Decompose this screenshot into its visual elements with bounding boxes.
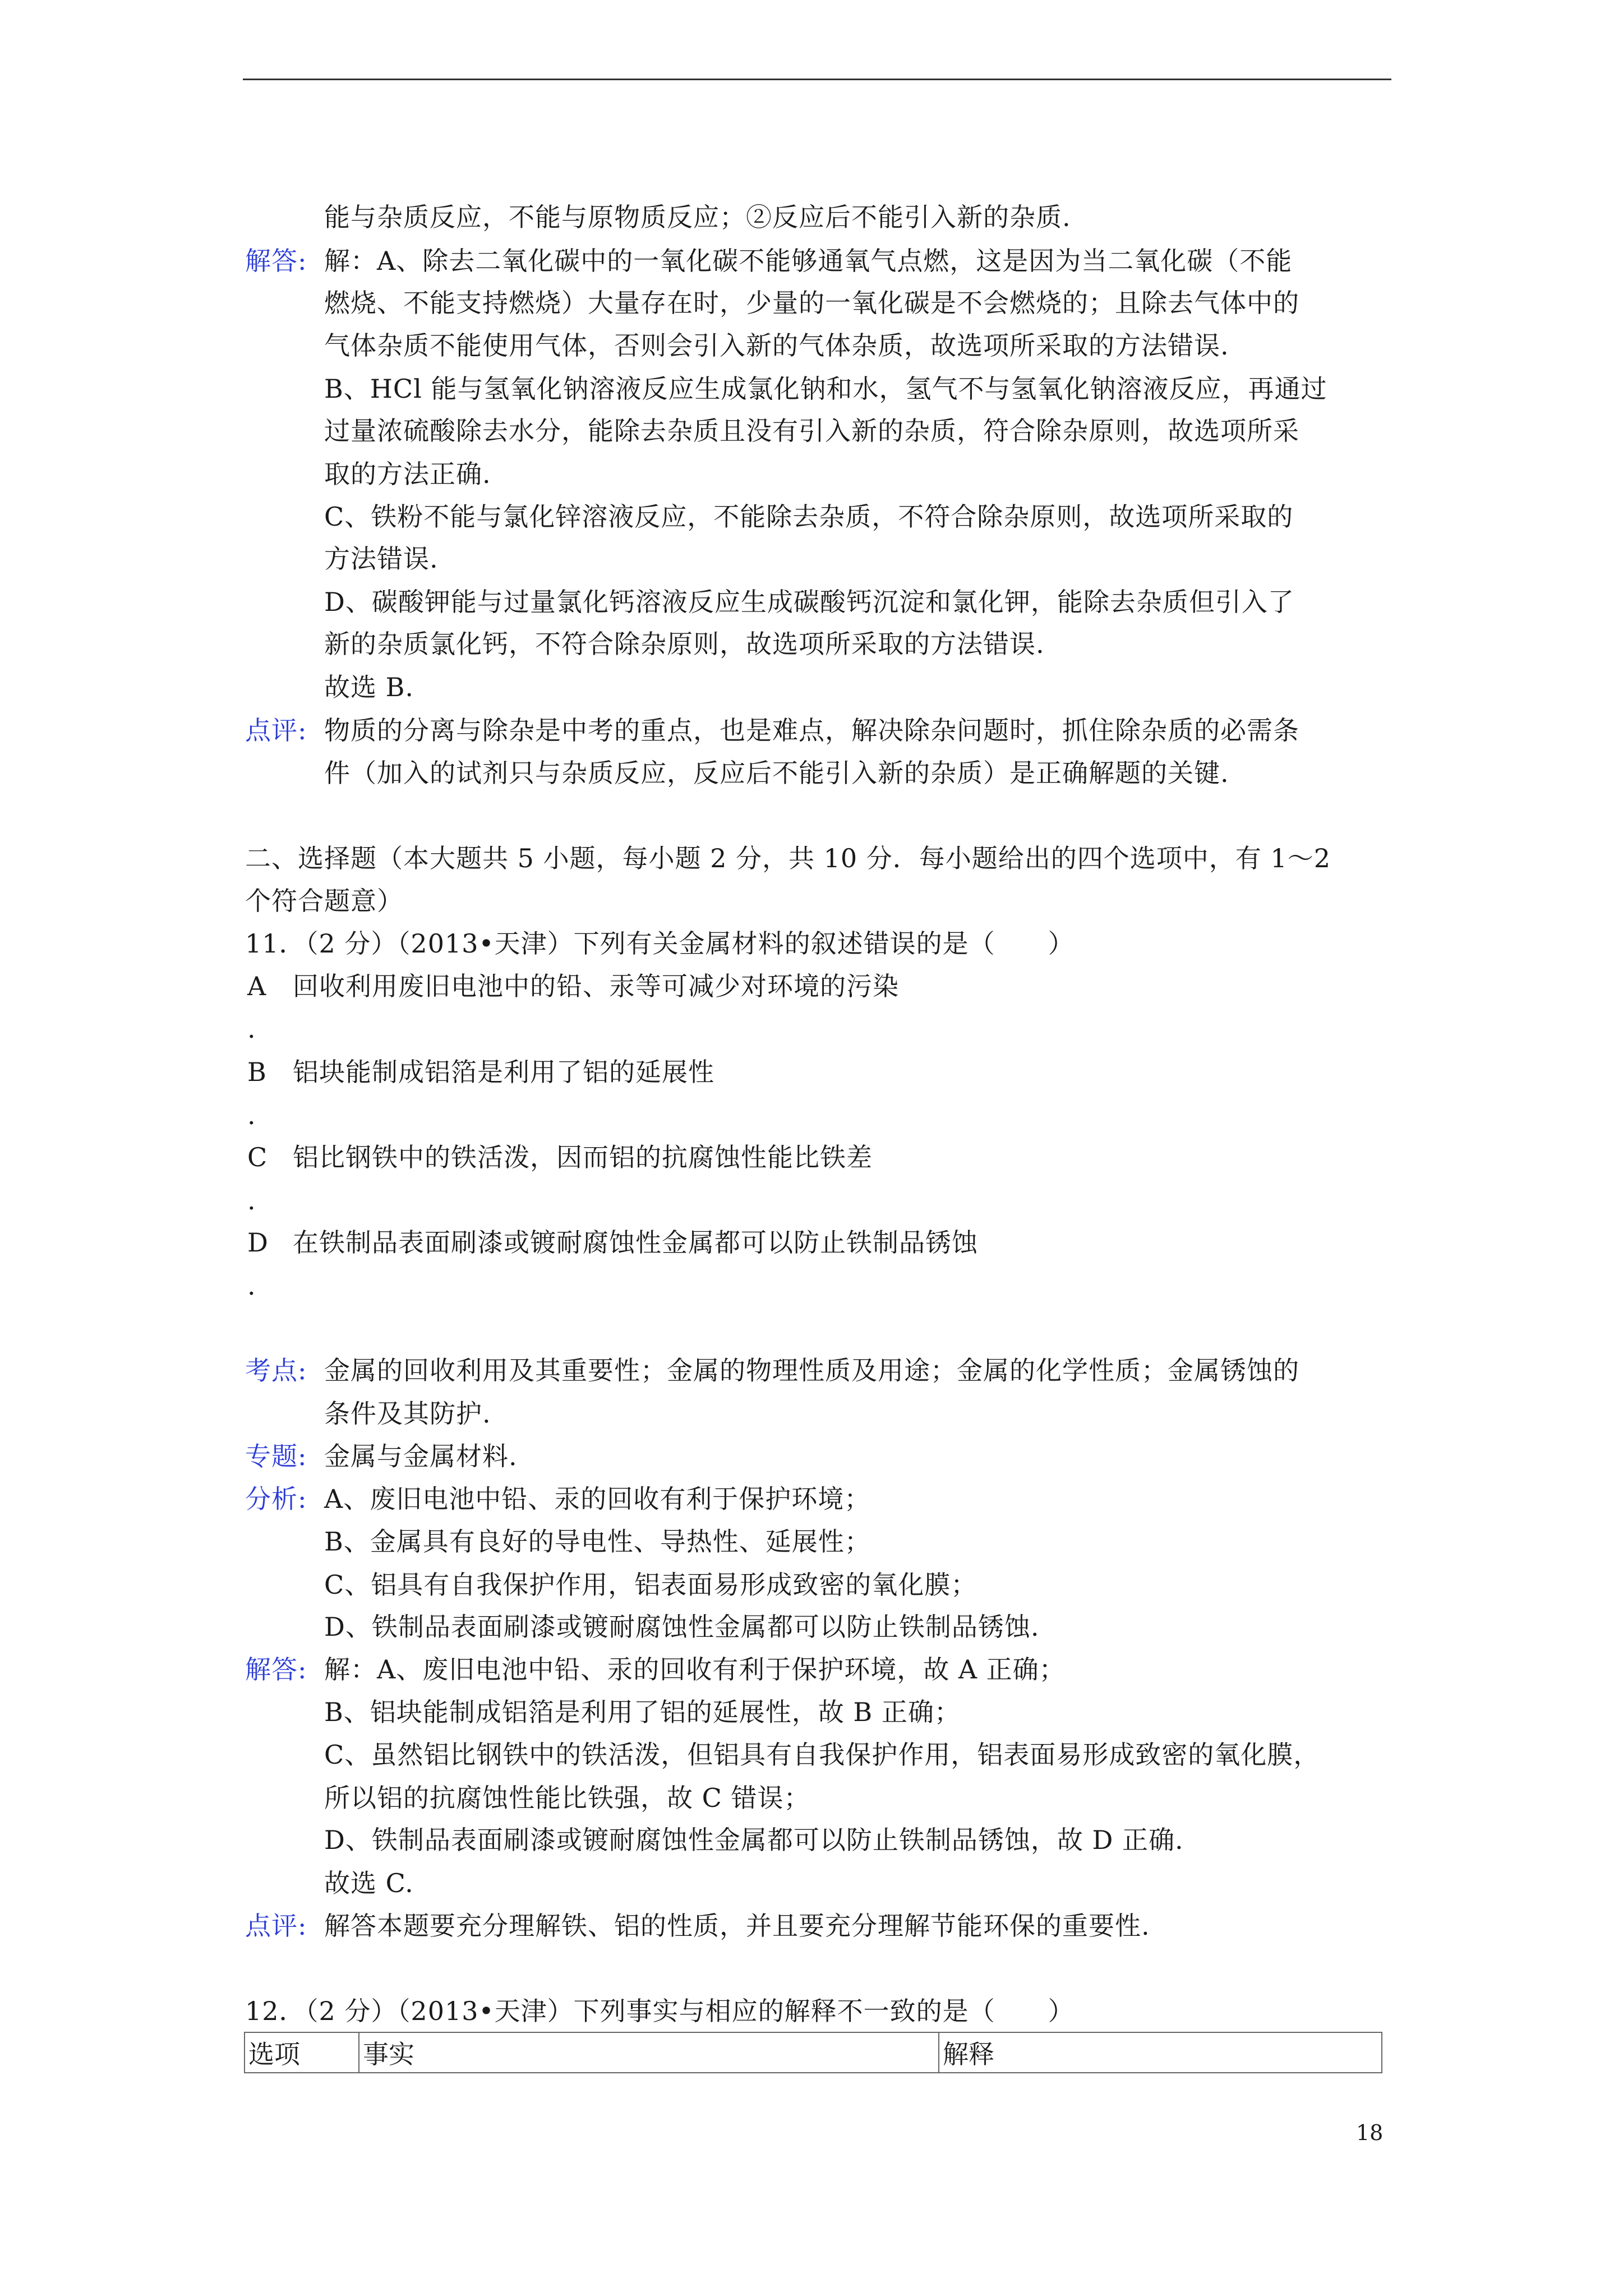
q10-answer-line: 取的方法正确. bbox=[324, 459, 491, 489]
q11-kaodian-line: 条件及其防护. bbox=[324, 1398, 491, 1429]
q11-option-text: 在铁制品表面刷漆或镀耐腐蚀性金属都可以防止铁制品锈蚀 bbox=[293, 1227, 978, 1258]
q11-jieda-line: B、铝块能制成铝箔是利用了铝的延展性，故 B 正确； bbox=[324, 1697, 961, 1727]
q11-jieda-line: 所以铝的抗腐蚀性能比铁强，故 C 错误； bbox=[324, 1783, 810, 1813]
q10-answer-line: 解：A、除去二氧化碳中的一氧化碳不能够通氧气点燃，这是因为当二氧化碳（不能 bbox=[324, 246, 1293, 276]
q11-stem: 11．（2 分）（2013•天津）下列有关金属材料的叙述错误的是（ ） bbox=[245, 928, 1075, 959]
q11-option-dot: . bbox=[247, 1014, 256, 1044]
table-header-cell: 事实 bbox=[359, 2032, 939, 2073]
table-header-row bbox=[245, 2032, 1382, 2073]
q11-option-dot: . bbox=[247, 1185, 256, 1216]
table-header-cell: 解释 bbox=[939, 2032, 1382, 2073]
q11-kaodian-label: 考点: bbox=[245, 1355, 307, 1386]
q10-answer-line: 方法错误. bbox=[324, 544, 439, 574]
q10-answer-line: 过量浓硫酸除去水分，能除去杂质且没有引入新的杂质，符合除杂原则，故选项所采 bbox=[324, 416, 1299, 446]
q11-option-dot: . bbox=[247, 1100, 256, 1130]
q10-answer-line: 新的杂质氯化钙，不符合除杂原则，故选项所采取的方法错误. bbox=[324, 629, 1045, 659]
q11-jieda-label: 解答: bbox=[245, 1654, 307, 1685]
q10-answer-line: D、碳酸钾能与过量氯化钙溶液反应生成碳酸钙沉淀和氯化钾，能除去杂质但引入了 bbox=[324, 587, 1294, 617]
q10-comment-line: 物质的分离与除杂是中考的重点，也是难点，解决除杂问题时，抓住除杂质的必需条 bbox=[324, 715, 1299, 746]
q11-fenxi-line: C、铝具有自我保护作用，铝表面易形成致密的氧化膜； bbox=[324, 1570, 978, 1600]
q11-zhuanti-label: 专题: bbox=[245, 1441, 307, 1471]
q11-jieda-line: 故选 C. bbox=[324, 1868, 414, 1898]
page-number: 18 bbox=[1356, 2120, 1384, 2145]
header-rule bbox=[243, 79, 1391, 80]
q10-answer-line: 故选 B. bbox=[324, 672, 414, 702]
q10-comment-line: 件（加入的试剂只与杂质反应，反应后不能引入新的杂质）是正确解题的关键. bbox=[324, 758, 1229, 788]
q11-option-text: 铝块能制成铝箔是利用了铝的延展性 bbox=[293, 1057, 714, 1087]
q10-answer-line: C、铁粉不能与氯化锌溶液反应，不能除去杂质，不符合除杂原则，故选项所采取的 bbox=[324, 501, 1294, 532]
section-heading: 个符合题意） bbox=[245, 886, 403, 916]
q11-fenxi-line: B、金属具有良好的导电性、导热性、延展性； bbox=[324, 1526, 871, 1557]
q11-option-letter: B bbox=[247, 1057, 267, 1087]
q10-comment-label: 点评: bbox=[245, 715, 307, 746]
q11-option-text: 回收利用废旧电池中的铅、汞等可减少对环境的污染 bbox=[293, 971, 899, 1001]
q11-fenxi-label: 分析: bbox=[245, 1484, 307, 1514]
q11-option-letter: A bbox=[247, 971, 267, 1001]
q11-zhuanti: 金属与金属材料. bbox=[324, 1441, 518, 1471]
q11-dianping-label: 点评: bbox=[245, 1911, 307, 1941]
q12-stem: 12．（2 分）（2013•天津）下列事实与相应的解释不一致的是（ ） bbox=[245, 1996, 1075, 2026]
section-heading: 二、选择题（本大题共 5 小题，每小题 2 分，共 10 分．每小题给出的四个选项中，有 1～2 bbox=[245, 843, 1331, 873]
q11-jieda-line: D、铁制品表面刷漆或镀耐腐蚀性金属都可以防止铁制品锈蚀，故 D 正确. bbox=[324, 1825, 1184, 1855]
q12-table bbox=[244, 2032, 1382, 2073]
q10-analysis-tail: 能与杂质反应，不能与原物质反应；②反应后不能引入新的杂质. bbox=[324, 202, 1071, 232]
q11-option-dot: . bbox=[247, 1271, 256, 1301]
q11-jieda-line: 解：A、废旧电池中铅、汞的回收有利于保护环境，故 A 正确； bbox=[324, 1654, 1066, 1685]
q11-option-letter: C bbox=[247, 1142, 268, 1172]
q11-option-letter: D bbox=[247, 1227, 269, 1258]
q11-option-text: 铝比钢铁中的铁活泼，因而铝的抗腐蚀性能比铁差 bbox=[293, 1142, 873, 1172]
q10-answer-line: B、HCl 能与氢氧化钠溶液反应生成氯化钠和水，氢气不与氢氧化钠溶液反应，再通过 bbox=[324, 374, 1327, 404]
q10-answer-line: 燃烧、不能支持燃烧）大量存在时，少量的一氧化碳是不会燃烧的；且除去气体中的 bbox=[324, 288, 1299, 318]
q10-answer-label: 解答: bbox=[245, 246, 307, 276]
q11-jieda-line: C、虽然铝比钢铁中的铁活泼，但铝具有自我保护作用，铝表面易形成致密的氧化膜， bbox=[324, 1740, 1320, 1770]
q11-kaodian-line: 金属的回收利用及其重要性；金属的物理性质及用途；金属的化学性质；金属锈蚀的 bbox=[324, 1355, 1299, 1386]
q11-dianping: 解答本题要充分理解铁、铝的性质，并且要充分理解节能环保的重要性. bbox=[324, 1911, 1150, 1941]
table-header-cell: 选项 bbox=[245, 2032, 359, 2073]
q10-answer-line: 气体杂质不能使用气体，否则会引入新的气体杂质，故选项所采取的方法错误. bbox=[324, 330, 1229, 361]
q11-fenxi-line: A、废旧电池中铅、汞的回收有利于保护环境； bbox=[324, 1484, 871, 1514]
q11-fenxi-line: D、铁制品表面刷漆或镀耐腐蚀性金属都可以防止铁制品锈蚀. bbox=[324, 1612, 1040, 1642]
